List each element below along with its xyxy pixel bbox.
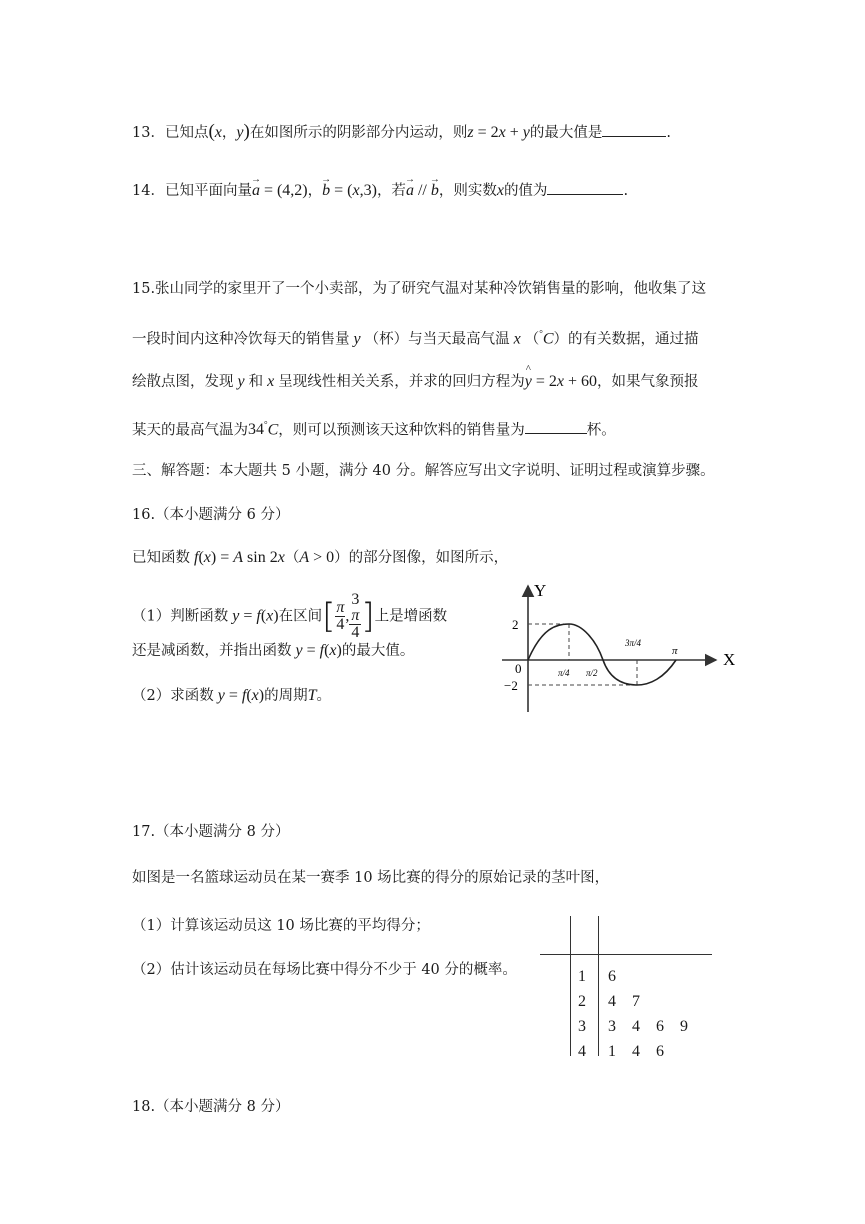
leaf-value: 6: [656, 1018, 664, 1035]
leaf-value: 6: [608, 968, 616, 985]
question-16-title: 16.（本小题满分 6 分）: [132, 507, 290, 523]
sine-graph: [494, 578, 754, 718]
question-17-part-1: （1）计算该运动员这 10 场比赛的平均得分；: [132, 918, 430, 934]
question-17-part-2: （2）估计该运动员在每场比赛中得分不少于 40 分的概率。: [132, 962, 517, 978]
vector-a: → a: [252, 181, 260, 201]
stem-value: 4: [578, 1043, 586, 1060]
question-17-title: 17.（本小题满分 8 分）: [132, 824, 290, 840]
objective-z: z: [467, 124, 474, 141]
answer-blank-13[interactable]: [602, 122, 666, 137]
question-16-part-2: （2）求函数 y = f(x)的周期T。: [132, 687, 331, 704]
question-16-part-1-cont: 还是减函数，并指出函数 y = f(x)的最大值。: [132, 642, 415, 659]
x-tick-pi-2: π/2: [586, 668, 598, 678]
stem-value: 2: [578, 993, 586, 1010]
question-15-line-1: 15.张山同学的家里开了一个小卖部，为了研究气温对某种冷饮销售量的影响，他收集了这: [132, 281, 707, 297]
origin-label: 0: [515, 661, 522, 676]
point-xy: (: [208, 121, 215, 142]
leaf-value: 1: [608, 1043, 616, 1060]
answer-blank-15[interactable]: [525, 419, 587, 434]
y-tick-neg2: −2: [504, 678, 518, 693]
question-14: 14．已知平面向量→ a = (4,2)，→ b = (x,3)，若→ a // → b，则实数x的值为 .: [132, 180, 628, 201]
stem-value: 3: [578, 1018, 586, 1035]
regression-equation: ^ y: [525, 372, 532, 392]
question-15-line-3: 绘散点图，发现 y 和 x 呈现线性相关关系，并求的回归方程为^ y = 2x + 60，如果气象预报: [132, 372, 699, 392]
question-15-line-4: 某天的最高气温为34°C，则可以预测该天这种饮料的销售量为 杯。: [132, 420, 616, 439]
y-axis-label: Y: [534, 581, 547, 600]
stem-leaf-plot: [540, 916, 715, 1058]
leaf-value: 4: [632, 1043, 640, 1060]
question-16-part-1: （1）判断函数 y = f(x)在区间[ $\frac{\pi}{4}$ , 3 π 4 ]上是增函数: [132, 591, 448, 641]
question-13: 13．已知点(x，y)在如图所示的阴影部分内运动，则z = 2x + y的最大值是 .: [132, 121, 671, 142]
leaf-value: 4: [632, 1018, 640, 1035]
x-tick-3pi-4: 3π/4: [625, 638, 642, 648]
x-tick-pi: π: [672, 645, 678, 657]
q13-number: 13．: [132, 125, 165, 141]
question-15-line-2: 一段时间内这种冷饮每天的销售量 y （杯）与当天最高气温 x （°C）的有关数据，通过描: [132, 329, 699, 348]
x-axis-label: X: [723, 650, 736, 669]
leaf-value: 9: [680, 1018, 688, 1035]
question-17-intro: 如图是一名篮球运动员在某一赛季 10 场比赛的得分的原始记录的茎叶图，: [132, 870, 610, 886]
x-tick-pi-4: π/4: [558, 668, 570, 678]
sine-curve: [528, 624, 676, 685]
question-16-intro: 已知函数 f(x) = A sin 2x（A > 0）的部分图像，如图所示，: [132, 549, 509, 566]
leaf-value: 4: [608, 993, 616, 1010]
answer-blank-14[interactable]: [547, 180, 623, 195]
question-18-title: 18.（本小题满分 8 分）: [132, 1099, 290, 1115]
stem-value: 1: [578, 968, 586, 985]
vector-b: → b: [322, 181, 330, 201]
y-tick-2: 2: [512, 617, 519, 632]
section-3-heading: 三、解答题：本大题共 5 小题，满分 40 分。解答应写出文字说明、证明过程或演算步骤。: [132, 463, 715, 479]
leaf-value: 3: [608, 1018, 616, 1035]
leaf-value: 6: [656, 1043, 664, 1060]
leaf-value: 7: [632, 993, 640, 1010]
